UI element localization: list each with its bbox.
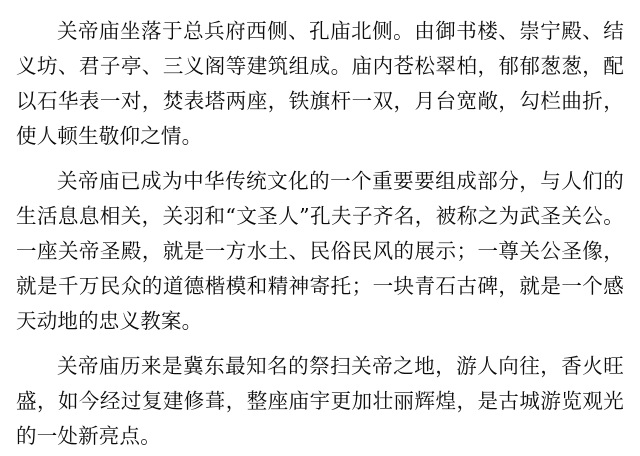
paragraph-1: 关帝庙坐落于总兵府西侧、孔庙北侧。由御书楼、崇宁殿、结义坊、君子亭、三义阁等建筑组成。庙内苍松翠柏，郁郁葱葱，配以石华表一对，焚表塔两座，铁旗杆一双，月台宽敞，勾栏曲折，使人顿生敬仰之情。 [16,19,624,148]
paragraph-3: 关帝庙历来是冀东最知名的祭扫关帝之地，游人向往，香火旺盛，如今经过复建修葺，整座庙宇更加壮丽辉煌，是古城游览观光的一处新亮点。 [16,354,624,448]
paragraph-2: 关帝庙已成为中华传统文化的一个重要要组成部分，与人们的生活息息相关，关羽和“文圣人”孔夫子齐名，被称之为武圣关公。一座关帝圣殿，就是一方水土、民俗民风的展示；一尊关公圣像，就是千万民众的道德楷模和精神寄托；一块青石古碑，就是一个感天动地的忠义教案。 [16,169,624,333]
